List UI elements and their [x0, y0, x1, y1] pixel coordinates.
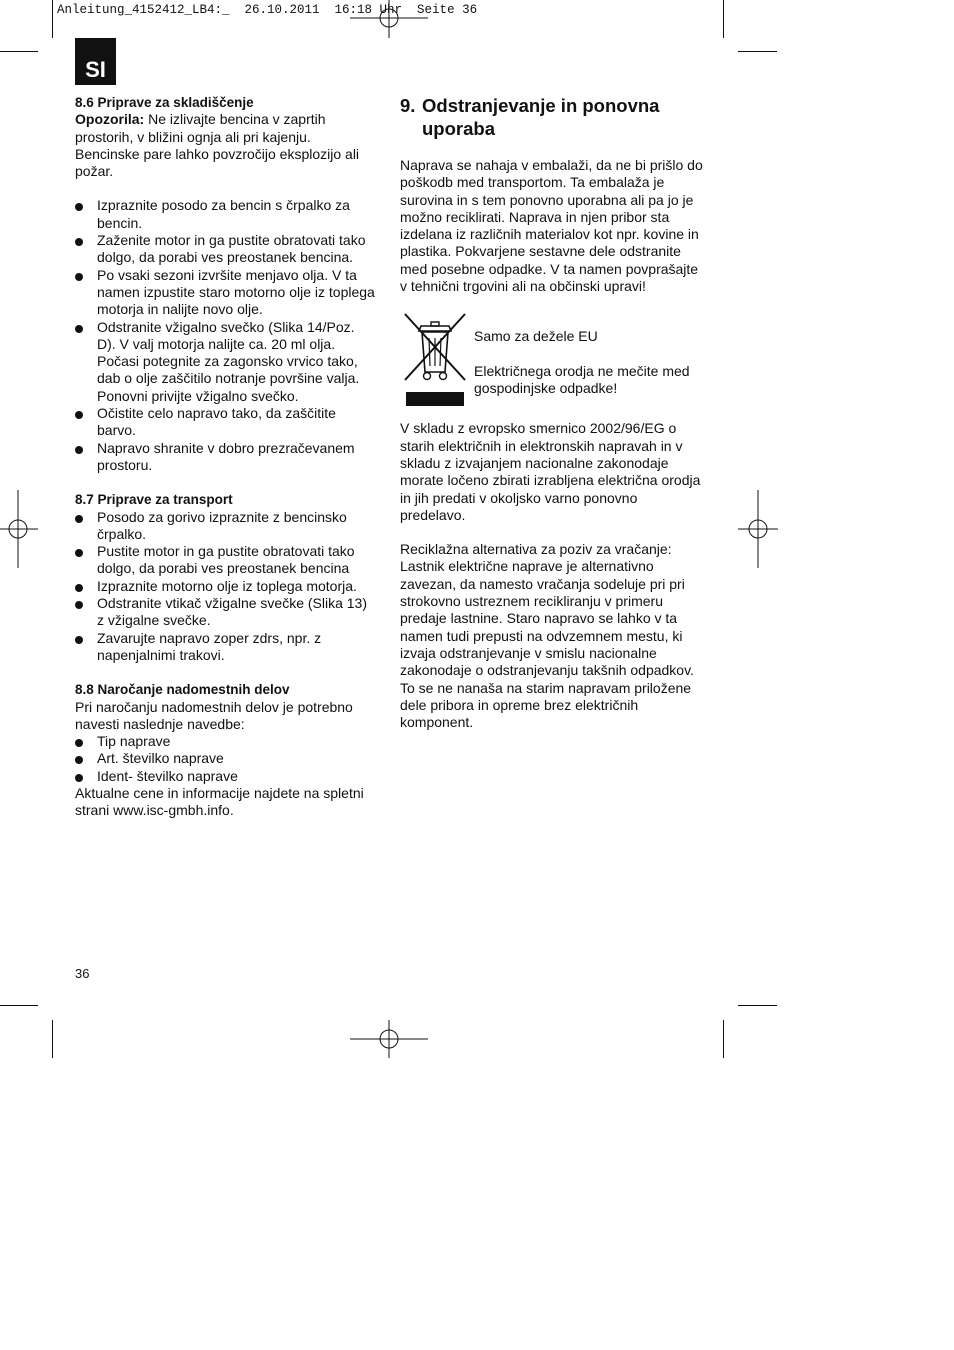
crossed-out-wheelie-bin-icon — [403, 312, 467, 408]
list-item: Odstranite vžigalno svečko (Slika 14/Poz. D). V valj motorja nalijte ca. 20 ml olja. Počasi potegnite za zagonsko vrvico tako, dab o olje zaščitilo notranje površine valja. Ponovni privijte vžigalno svečko. — [75, 319, 375, 405]
directive-paragraph: V skladu z evropsko smernico 2002/96/EG o starih električnih in elektronskih napravah in v skladu z izvajanjem nacionalne zakonodaje morate ločeno zbirati izrabljena električna orodja in jih predati v okoljsko varno ponovno predelavo. — [400, 420, 701, 523]
warning-paragraph — [75, 111, 375, 180]
list-item: Izpraznite motorno olje iz toplega motorja. — [75, 578, 375, 595]
section-heading: 8.7 Priprave za transport — [75, 492, 233, 508]
page-number: 36 — [75, 966, 90, 981]
list-item: Tip naprave — [75, 733, 375, 750]
warning-label: Opozorila: — [75, 111, 145, 128]
section-heading: 8.8 Naročanje nadomestnih delov — [75, 682, 290, 698]
list-item: Zavarujte napravo zoper zdrs, npr. z napenjalnimi trakovi. — [75, 630, 375, 665]
list-item: Ident- številko naprave — [75, 768, 375, 785]
list-item: Posodo za gorivo izpraznite z bencinsko črpalko. — [75, 509, 375, 544]
crop-mark — [52, 1020, 53, 1058]
registration-mark — [0, 490, 40, 568]
list-item: Odstranite vtikač vžigalne svečke (Slika 13) z vžigalne svečke. — [75, 595, 375, 630]
registration-mark — [350, 1020, 428, 1060]
weee-warning: Električnega orodja ne mečite med gospodinjske odpadke! — [474, 362, 690, 396]
list-item: Napravo shranite v dobro prezračevanem prostoru. — [75, 440, 375, 475]
crop-mark — [0, 1005, 38, 1006]
weee-notice — [400, 312, 706, 412]
warning-text: Ne izlivajte bencina v zaprtih prostorih, v bližini ognja ali pri kajenju. Bencinske pare lahko povzročijo eksplozijo ali požar. — [75, 111, 360, 180]
disposal-paragraph: Naprava se nahaja v embalaži, da ne bi prišlo do poškodb med transportom. Ta embalaža je surovina in s tem ponovno uporabna ali pa jo je možno reciklirati. Naprava in njen pribor sta izdelana iz različnih materialov kot npr. kovine in plastika. Pokvarjene sestavne dele odstranite med posebne odpadke. V ta namen povprašajte v tehnični trgovini ali na občinski upravi! — [400, 157, 703, 295]
list-item: Pustite motor in ga pustite obratovati tako dolgo, da porabi ves preostanek bencina — [75, 543, 375, 578]
storage-steps-list — [75, 197, 375, 474]
list-item: Art. številko naprave — [75, 750, 375, 767]
right-column — [400, 94, 706, 731]
crop-mark — [738, 1005, 777, 1006]
spare-parts-intro: Pri naročanju nadomestnih delov je potrebno navesti naslednje navedbe: — [75, 698, 353, 732]
left-column — [75, 94, 375, 820]
list-item: Izpraznite posodo za bencin s črpalko za bencin. — [75, 197, 375, 232]
list-item: Po vsaki sezoni izvršite menjavo olja. V ta namen izpustite staro motorno olje iz toplega motorja in nalijte novo olje. — [75, 267, 375, 319]
chapter-title-line1: Odstranjevanje in ponovna — [422, 95, 660, 116]
crop-mark — [0, 51, 38, 52]
weee-eu-only: Samo za dežele EU — [474, 328, 598, 345]
list-item: Zaženite motor in ga pustite obratovati tako dolgo, da porabi ves preostanek bencina. — [75, 232, 375, 267]
chapter-title-line2: uporaba — [422, 118, 495, 139]
print-slug-line: Anleitung_4152412_LB4:_ 26.10.2011 16:18 Uhr Seite 36 — [57, 3, 478, 17]
recycling-alternative-paragraph: Reciklažna alternativa za poziv za vračanje: Lastnik električne naprave je alternativno zavezan, da namesto vračanja sodeluje pri pri strokovno ustreznem recikliranju v primeru predaje lastnine. Staro napravo se lahko v ta namen tudi prepusti na odvzemnem mestu, ki izvaja odstranjevanje v smislu nacionalne zakonodaje o odstranjevanju takšnih odpadkov. To se ne nanaša na starim napravam priložene dele pribora in opreme brez električnih komponent. — [400, 541, 694, 731]
chapter-number: 9. — [400, 95, 416, 116]
list-item: Očistite celo napravo tako, da zaščitite barvo. — [75, 405, 375, 440]
crop-mark — [723, 1020, 724, 1058]
crop-mark — [723, 0, 724, 38]
section-heading: 8.6 Priprave za skladiščenje — [75, 95, 254, 110]
registration-mark — [738, 490, 778, 568]
spare-parts-list — [75, 733, 375, 785]
crop-mark — [52, 0, 53, 38]
spare-parts-outro: Aktualne cene in informacije najdete na spletni strani www.isc-gmbh.info. — [75, 784, 364, 819]
chapter-heading — [400, 94, 706, 140]
transport-steps-list — [75, 509, 375, 665]
language-badge: SI — [75, 38, 116, 85]
crop-mark — [738, 51, 777, 52]
